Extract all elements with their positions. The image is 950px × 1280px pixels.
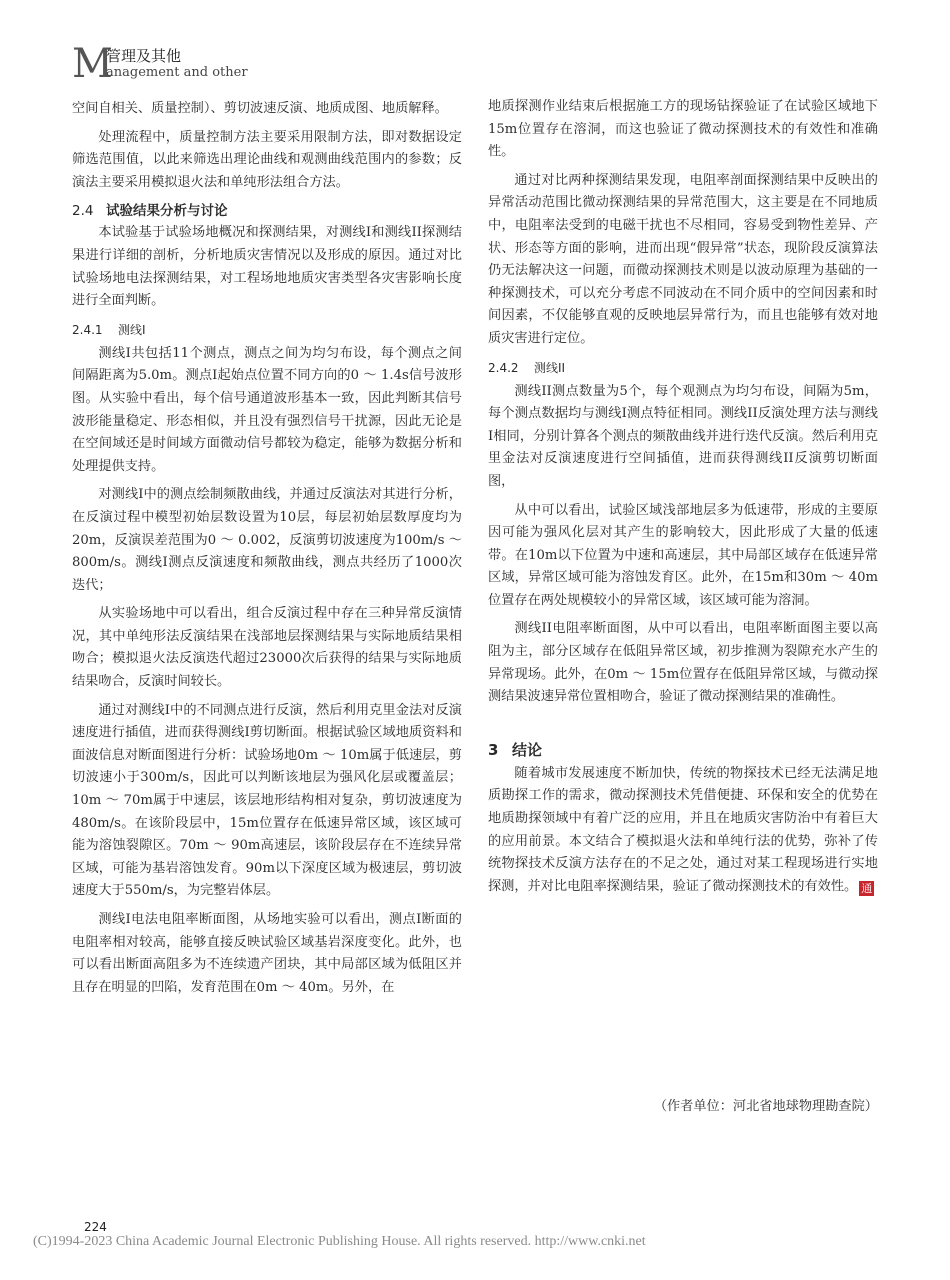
section-title-zh: 管理及其他	[106, 47, 182, 65]
author-affiliation: （作者单位：河北省地球物理勘查院）	[653, 1099, 878, 1114]
section-initial: M	[72, 41, 113, 87]
conclusion-text: 随着城市发展速度不断加快，传统的物探技术已经无法满足地质勘探工作的需求，微动探测技术凭借便捷、环保和安全的优势在地质勘探领域中有着广泛的应用，并且在地质灾害防治中有着巨大的应用前景。本文结合了模拟退火法和单纯行法的优势，弥补了传统物探技术反演方法存在的不足之处，通过对某工程现场进行实地探测，并对比电阻率探测结果，验证了微动探测技术的有效性。	[488, 765, 878, 894]
end-mark-icon: 通	[861, 881, 873, 895]
heading-title: 结论	[512, 740, 543, 759]
paragraph: 对测线I中的测点绘制频散曲线，并通过反演法对其进行分析，在反演过程中模型初始层数设置为10层，每层初始层数厚度均为20m，反演误差范围为0 ～ 0.002，反演剪切波速度为100m/s ～ 800m/s。测线I测点反演速度和频散曲线，测点共经历了1000次迭代；	[72, 487, 462, 593]
paragraph: 测线I电法电阻率断面图，从场地实验可以看出，测点I断面的电阻率相对较高，能够直接反映试验区域基岩深度变化。此外，也可以看出断面高阻多为不连续遗产团块，其中局部区域为低阻区并且存在明显的凹陷，发育范围在0m ～ 40m。另外，在	[72, 912, 462, 995]
left-column	[72, 98, 462, 1005]
paragraph: 地质探测作业结束后根据施工方的现场钻探验证了在试验区域地下15m位置存在溶洞，而这也验证了微动探测技术的有效性和准确性。	[488, 99, 878, 160]
heading-number: 2.4.2	[488, 360, 519, 375]
paragraph: 本试验基于试验场地概况和探测结果，对测线I和测线II探测结果进行详细的剖析，分析地质灾害情况以及形成的原因。通过对比试验场地电法探测结果，对工程场地地质灾害类型各灾害影响长度进行全面判断。	[72, 225, 462, 309]
heading-number: 2.4.1	[72, 322, 103, 337]
section-title-en: anagement and other	[106, 65, 248, 80]
paragraph: 处理流程中，质量控制方法主要采用限制方法，即对数据设定筛选范围值，以此来筛选出理论曲线和观测曲线范围内的参数；反演法主要采用模拟退火法和单纯形法组合方法。	[72, 129, 462, 190]
paragraph: 测线II测点数量为5个，每个观测点为均匀布设，间隔为5m，每个测点数据均与测线I测点特征相同。测线II反演处理方法与测线I相同，分别计算各个测点的频散曲线并进行迭代反演。然后利用克里金法对反演速度进行空间插值，进而获得测线II反演剪切断面图，	[488, 383, 878, 489]
paragraph: 空间自相关、质量控制）、剪切波速反演、地质成图、地质解释。	[72, 101, 448, 116]
section-heading-2-4	[72, 200, 462, 222]
section-heading-2-4-2	[488, 357, 878, 379]
section-heading-3	[488, 739, 878, 761]
section-heading-2-4-1	[72, 319, 462, 341]
paragraph: 通过对测线I中的不同测点进行反演，然后利用克里金法对反演速度进行插值，进而获得测线I剪切断面。根据试验区域地质资料和面波信息对断面图进行分析：试验场地0m ～ 10m属于低速层，剪切波速小于300m/s，因此可以判断该地层为强风化层或覆盖层；10m ～ 70m属于中速层，该层地形结构相对复杂，剪切波速度为480m/s。在该阶段层中，15m位置存在低速异常区域，该区域可能为溶蚀裂隙区。70m ～ 90m高速层，该阶段层存在不连续异常区域，可能为基岩溶蚀发育。90m以下深度区域为极速层，剪切波速度大于550m/s，为完整岩体层。	[72, 702, 462, 899]
paragraph: 从实验场地中可以看出，组合反演过程中存在三种异常反演情况，其中单纯形法反演结果在浅部地层探测结果与实际地质结果相吻合；模拟退火法反演迭代超过23000次后获得的结果与实际地质结果吻合，反演时间较长。	[72, 606, 462, 690]
heading-title: 测线I	[118, 322, 146, 337]
heading-number: 2.4	[72, 203, 94, 220]
paragraph: 通过对比两种探测结果发现，电阻率剖面探测结果中反映出的异常活动范围比微动探测结果的异常范围大，这主要是在不同地质中，电阻率法受到的电磁干扰也不尽相同，容易受到物性差异、产状、形态等方面的影响，进而出现“假异常”状态，现阶段反演算法仍无法解决这一问题，而微动探测技术则是以波动原理为基础的一种探测技术，可以充分考虑不同波动在不同介质中的空间因素和时间因素，不仅能够直观的反映地层异常行为，而且也能够有效对地质灾害进行定位。	[488, 172, 878, 346]
heading-number: 3	[488, 740, 499, 759]
paragraph: 测线II电阻率断面图，从中可以看出，电阻率断面图主要以高阻为主，部分区域存在低阻异常区域，初步推测为裂隙充水产生的异常现场。此外，在0m ～ 15m位置存在低阻异常区域，与微动探测结果波速异常位置相吻合，验证了微动探测结果的准确性。	[488, 621, 878, 705]
heading-title: 测线II	[534, 360, 566, 375]
paragraph: 测线I共包括11个测点，测点之间为均匀布设，每个测点之间间隔距离为5.0m。测点I起始点位置不同方向的0 ～ 1.4s信号波形图。从实验中看出，每个信号通道波形基本一致，因此判断其信号波形能量稳定、形态相似，并且没有强烈信号干扰源，因此无论是在空间域还是时间域方面微动信号都较为稳定，能够为数据分析和处理提供支持。	[72, 345, 462, 474]
copyright-footer: (C)1994-2023 China Academic Journal Electronic Publishing House. All rights reserved. http://www.cnki.net	[33, 1234, 646, 1249]
heading-title: 试验结果分析与讨论	[106, 203, 228, 220]
paragraph: 从中可以看出，试验区域浅部地层多为低速带，形成的主要原因可能为强风化层对其产生的影响较大，因此形成了大量的低速带。在10m以下位置为中速和高速层，其中局部区域存在低速异常区域，异常区域可能为溶蚀发育区。此外，在15m和30m ～ 40m位置存在两处规模较小的异常区域，该区域可能为溶洞。	[488, 502, 878, 608]
right-column	[488, 96, 878, 904]
page-number: 224	[84, 1220, 107, 1234]
conclusion-paragraph	[488, 763, 878, 899]
